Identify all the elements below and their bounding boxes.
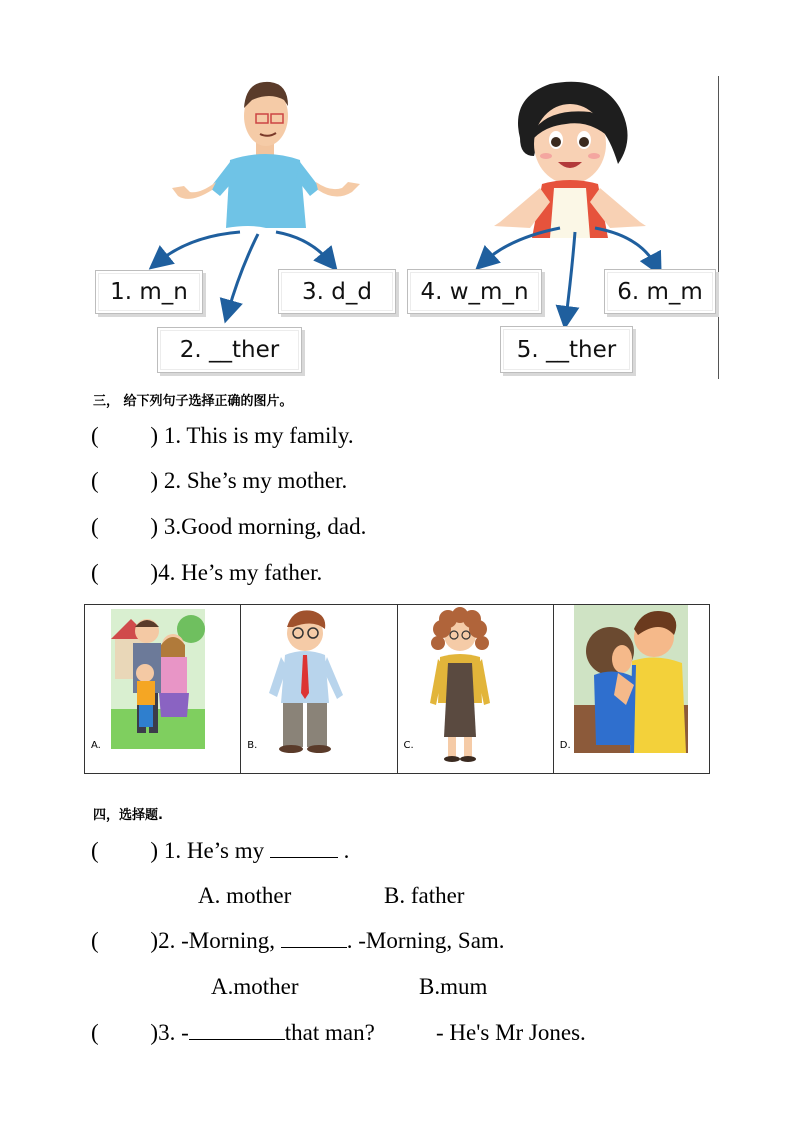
- s4-q3-answer: - He's Mr Jones.: [436, 1020, 586, 1045]
- question-text-end: . -Morning, Sam.: [346, 928, 505, 953]
- word-box-2: 2. __ther: [157, 327, 302, 373]
- picture-label-a: A.: [91, 740, 101, 751]
- man-with-tie-picture: [263, 607, 347, 753]
- question-text: 3.Good morning, dad.: [158, 514, 367, 539]
- picture-label-c: C.: [403, 740, 414, 751]
- s4-q2-option-a: A.mother: [211, 974, 299, 999]
- arrows-graphic: [0, 0, 794, 380]
- answer-blank: [281, 929, 347, 948]
- question-text: 3. -: [158, 1020, 189, 1045]
- family-picture: [111, 609, 205, 749]
- question-text-end: .: [337, 838, 350, 863]
- question-text: 1. He’s my: [158, 838, 270, 863]
- s4-q1-option-a: A. mother: [198, 883, 292, 908]
- woman-with-apron-picture: [420, 607, 502, 763]
- answer-paren: ( ): [91, 514, 159, 539]
- picture-cell-d: [553, 605, 709, 774]
- answer-paren: ( ): [91, 468, 159, 493]
- answer-paren: ( ): [91, 423, 159, 448]
- picture-options-table: [84, 604, 710, 774]
- answer-blank: [270, 839, 338, 858]
- answer-paren: ( ): [91, 928, 159, 953]
- s4-question-3: [91, 1020, 375, 1046]
- picture-cell-a: [85, 605, 241, 774]
- s3-question-2: [91, 468, 347, 494]
- picture-cell-c: [397, 605, 553, 774]
- word-box-6: 6. m_m: [604, 269, 716, 314]
- father-and-son-picture: [574, 605, 688, 753]
- question-text: 1. This is my family.: [158, 423, 354, 448]
- question-text: 4. He’s my father.: [158, 560, 323, 585]
- word-box-4: 4. w_m_n: [407, 269, 542, 314]
- question-text: 2. -Morning,: [158, 928, 281, 953]
- picture-label-b: B.: [247, 740, 258, 751]
- answer-blank: [189, 1021, 285, 1040]
- s3-question-1: [91, 423, 354, 449]
- s3-question-3: [91, 514, 366, 540]
- answer-paren: ( ): [91, 838, 159, 863]
- word-box-5: 5. __ther: [500, 326, 633, 373]
- word-box-3: 3. d_d: [278, 269, 396, 314]
- question-text-end: that man?: [284, 1020, 375, 1045]
- s4-q1-option-b: B. father: [384, 883, 465, 908]
- s4-question-1: [91, 838, 349, 864]
- s4-q2-option-b: B.mum: [419, 974, 488, 999]
- s4-question-2: [91, 928, 505, 954]
- question-text: 2. She’s my mother.: [158, 468, 348, 493]
- word-box-1: 1. m_n: [95, 270, 203, 314]
- picture-cell-b: [241, 605, 397, 774]
- answer-paren: ( ): [91, 1020, 159, 1045]
- picture-label-d: D.: [559, 740, 571, 751]
- section3-heading: 三， 给下列句子选择正确的图片。: [93, 394, 293, 409]
- section4-heading: 四，选择题.: [93, 808, 163, 823]
- answer-paren: ( ): [91, 560, 159, 585]
- s3-question-4: [91, 560, 322, 586]
